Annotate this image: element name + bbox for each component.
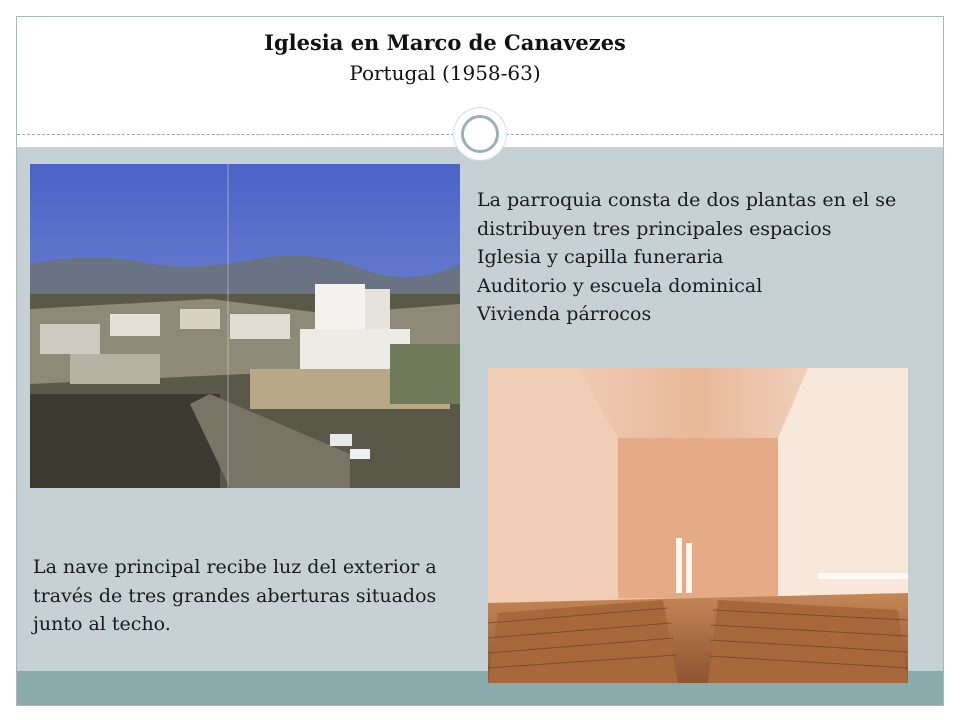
parish-description (477, 186, 937, 329)
aerial-church-photo (30, 164, 460, 488)
ring-ornament (454, 108, 506, 160)
nave-line-1: La nave principal recibe luz del exterior a (33, 556, 437, 578)
nave-interior-photo (488, 368, 908, 683)
slide-subtitle: Portugal (1958-63) (349, 61, 541, 85)
ring-ornament-inner (461, 115, 499, 153)
parish-line-1: La parroquia consta de dos plantas en el se (477, 189, 897, 211)
nave-description (33, 553, 478, 639)
parish-line-4: Auditorio y escuela dominical (477, 274, 763, 297)
nave-line-3: junto al techo. (33, 613, 171, 635)
parish-line-2: distribuyen tres principales espacios (477, 217, 832, 240)
parish-line-5: Vivienda párrocos (477, 303, 652, 325)
nave-line-2: través de tres grandes aberturas situados (33, 584, 437, 607)
parish-line-3: Iglesia y capilla funeraria (477, 246, 724, 268)
slide-title: Iglesia en Marco de Canavezes (264, 30, 626, 55)
